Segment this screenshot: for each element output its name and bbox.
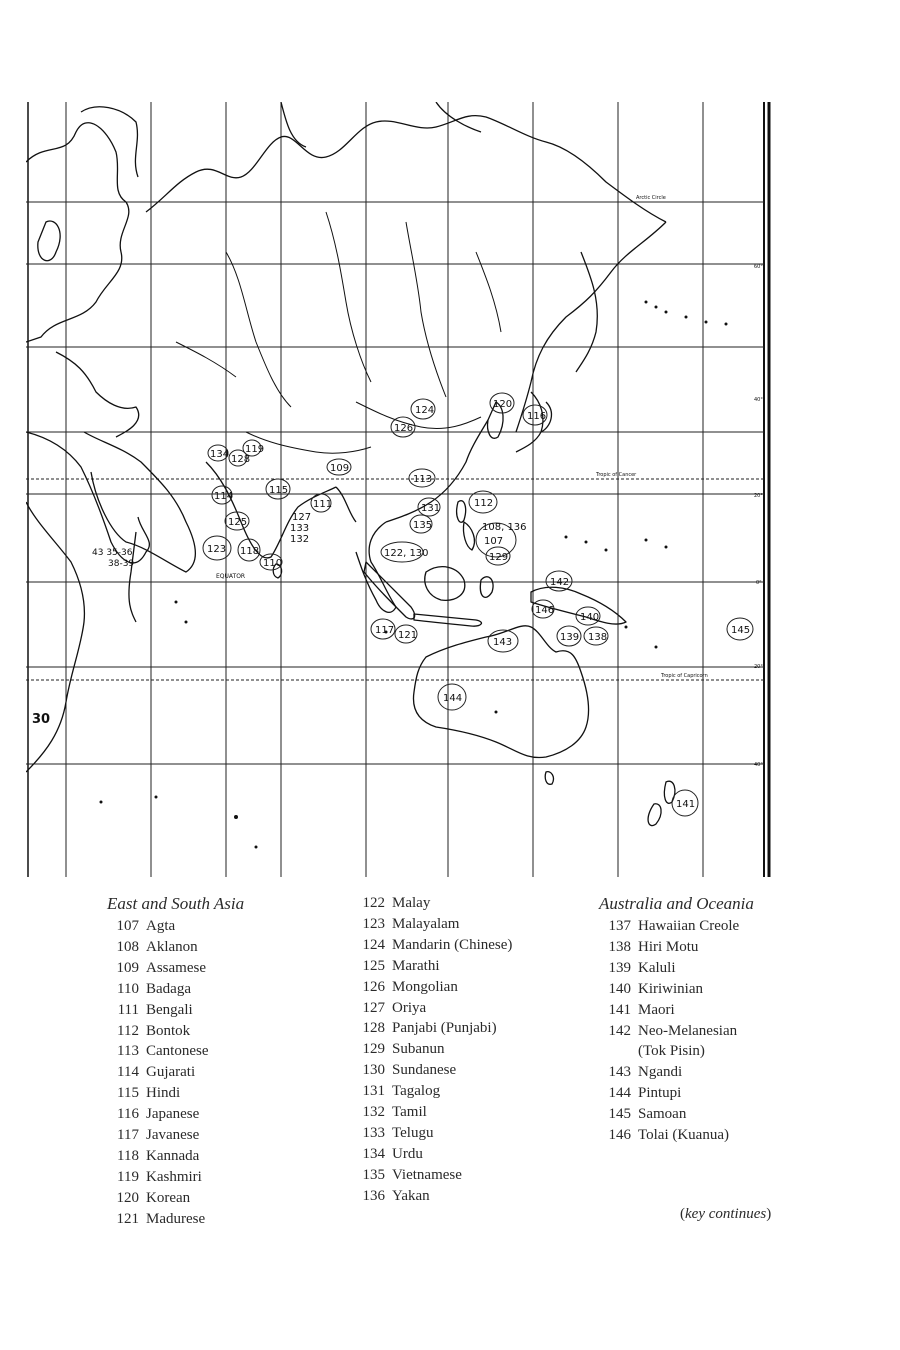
svg-text:117: 117 [375, 625, 395, 636]
key-item-131 [353, 1081, 512, 1102]
key-item-number: 118 [117, 1147, 139, 1164]
key-item-number: 146 [608, 1127, 631, 1144]
key-item-number: 108 [116, 938, 139, 955]
svg-text:127: 127 [292, 512, 312, 523]
svg-text:134: 134 [210, 449, 230, 460]
svg-text:142: 142 [550, 577, 570, 588]
marker-114 [212, 486, 233, 504]
svg-text:140: 140 [580, 612, 600, 623]
svg-text:113: 113 [413, 474, 433, 485]
key-item-107 [107, 916, 244, 937]
marker-126 [391, 417, 415, 437]
key-item-language: Kashmiri [146, 1168, 202, 1185]
lat-60-label: 60° [754, 264, 763, 270]
key-item-language: Neo-Melanesian [638, 1022, 738, 1039]
marker-123 [203, 536, 231, 560]
key-item-number: 122 [362, 895, 385, 911]
key-list [353, 893, 512, 1207]
key-item-language: Hindi [146, 1085, 181, 1102]
svg-text:129: 129 [489, 552, 509, 563]
marker-43-35-36 [92, 548, 133, 558]
key-item-number: 136 [362, 1187, 385, 1204]
svg-text:112: 112 [474, 498, 494, 509]
key-item-number: 114 [117, 1064, 139, 1081]
key-item-118 [107, 1146, 244, 1167]
key-item-number: 116 [117, 1106, 139, 1123]
svg-text:119: 119 [245, 444, 265, 455]
key-item-number: 109 [116, 959, 139, 976]
svg-text:144: 144 [443, 693, 463, 704]
key-item-language: Tagalog [392, 1083, 441, 1100]
marker-116 [523, 405, 547, 425]
svg-text:108, 136: 108, 136 [482, 522, 527, 533]
key-item-number: 131 [362, 1083, 385, 1100]
svg-text:124: 124 [415, 405, 435, 416]
marker-124 [411, 399, 435, 419]
marker-131 [418, 498, 440, 516]
key-item-130 [353, 1060, 512, 1081]
svg-text:141: 141 [676, 799, 696, 810]
svg-text:121: 121 [398, 630, 418, 641]
marker-143 [488, 630, 518, 652]
key-item-123 [353, 914, 512, 935]
svg-text:115: 115 [269, 485, 289, 496]
svg-text:135: 135 [413, 520, 433, 531]
svg-text:107: 107 [484, 536, 504, 547]
lat-20s-label: 20° [754, 664, 763, 670]
key-item-120 [107, 1188, 244, 1209]
key-item-language: Hiri Motu [638, 938, 699, 955]
key-item-number: 119 [117, 1168, 139, 1185]
key-item-language: Malay [392, 895, 431, 911]
language-markers [32, 393, 753, 816]
key-item-number: 142 [608, 1022, 631, 1039]
marker-117 [371, 619, 395, 639]
key-item-language: Maori [638, 1001, 675, 1018]
svg-text:143: 143 [493, 637, 513, 648]
graticule-labels [216, 195, 763, 768]
key-item-141 [599, 1000, 754, 1021]
islands [100, 301, 728, 849]
key-item-113 [107, 1041, 244, 1062]
key-item-124 [353, 935, 512, 956]
key-item-language: Bontok [146, 1022, 191, 1039]
key-item-language: Badaga [146, 980, 191, 997]
key-column-2 [353, 893, 512, 1207]
key-item-129 [353, 1039, 512, 1060]
svg-text:122, 130: 122, 130 [384, 548, 429, 559]
key-item-126 [353, 977, 512, 998]
key-item-number: 107 [116, 918, 139, 934]
lat-40s-label: 40° [754, 762, 763, 768]
key-item-number: 134 [362, 1145, 385, 1162]
key-item-language: Panjabi (Punjabi) [392, 1020, 497, 1037]
key-item-number: 145 [608, 1106, 631, 1123]
key-item-109 [107, 958, 244, 979]
key-item-number: 125 [362, 957, 385, 974]
key-item-number: 144 [608, 1085, 631, 1102]
svg-text:132: 132 [290, 534, 310, 545]
key-item-145 [599, 1104, 754, 1125]
key-item-number: 130 [362, 1062, 385, 1079]
key-item-number: 132 [362, 1104, 385, 1121]
key-item-language: Kiriwinian [638, 980, 703, 997]
key-item-142 [599, 1021, 754, 1042]
svg-text:109: 109 [330, 463, 350, 474]
marker-141 [672, 790, 698, 816]
marker-133 [290, 523, 309, 534]
marker-132 [290, 534, 309, 545]
key-item-language: Cantonese [146, 1043, 209, 1060]
key-australia-oceania [599, 893, 754, 1146]
marker-118 [238, 539, 260, 561]
tropic-cancer-label: Tropic of Cancer [596, 472, 637, 478]
key-item-language: Oriya [392, 999, 427, 1016]
lat-20-label: 20° [754, 493, 763, 499]
key-item-135 [353, 1165, 512, 1186]
lat-40-label: 40° [754, 397, 763, 403]
svg-text:139: 139 [560, 632, 580, 643]
key-item-110 [107, 979, 244, 1000]
svg-text:116: 116 [527, 411, 547, 422]
key-item-number: 140 [608, 980, 631, 997]
key-item-134 [353, 1144, 512, 1165]
marker-108-136 [482, 522, 527, 533]
key-item-140 [599, 979, 754, 1000]
key-item-number: 135 [362, 1166, 385, 1183]
key-item-language: Urdu [392, 1145, 423, 1162]
key-item-number: 117 [117, 1127, 139, 1144]
marker-111 [311, 494, 332, 512]
key-item-language: Tolai (Kuanua) [638, 1127, 729, 1144]
key-item-number: 111 [117, 1001, 139, 1018]
key-item-128 [353, 1018, 512, 1039]
svg-text:126: 126 [394, 423, 414, 434]
svg-text:125: 125 [228, 517, 248, 528]
key-item-133 [353, 1123, 512, 1144]
svg-text:133: 133 [290, 523, 310, 534]
marker-122-130 [381, 542, 429, 562]
key-item-language: Kaluli [638, 959, 676, 976]
key-item-108 [107, 937, 244, 958]
tropic-capricorn-label: Tropic of Capricorn [661, 673, 708, 679]
key-item-125 [353, 956, 512, 977]
svg-text:38-39: 38-39 [108, 559, 135, 569]
key-item-number: 138 [608, 938, 631, 955]
key-item-language: Mongolian [392, 978, 458, 995]
key-item-language: Marathi [392, 957, 440, 974]
svg-text:128: 128 [231, 454, 251, 465]
key-item-number: 137 [608, 918, 631, 934]
key-item-number: 126 [362, 978, 385, 995]
svg-text:145: 145 [731, 625, 751, 636]
key-item-number: 133 [362, 1124, 385, 1141]
marker-113 [409, 469, 435, 487]
key-item-122 [353, 893, 512, 914]
key-item-language: Pintupi [638, 1085, 682, 1102]
key-item-language: Korean [146, 1189, 191, 1206]
key-item-language: Ngandi [638, 1064, 683, 1081]
marker-30 [32, 712, 50, 727]
key-item-language: Yakan [392, 1187, 430, 1204]
key-item-language: Sundanese [392, 1062, 457, 1079]
marker-140 [576, 607, 600, 625]
key-item-116 [107, 1104, 244, 1125]
key-item-132 [353, 1102, 512, 1123]
svg-text:118: 118 [240, 546, 260, 557]
key-item-number: 113 [117, 1043, 139, 1060]
marker-139 [557, 626, 581, 646]
key-item-114 [107, 1062, 244, 1083]
arctic-circle-label: Arctic Circle [636, 195, 666, 201]
marker-146 [532, 600, 554, 618]
key-item-language: Japanese [146, 1106, 200, 1123]
marker-109 [327, 459, 351, 475]
svg-text:123: 123 [207, 544, 227, 555]
key-item-language: Mandarin (Chinese) [392, 936, 513, 953]
key-item-144 [599, 1083, 754, 1104]
key-item-number: 123 [362, 915, 385, 932]
svg-text:114: 114 [214, 491, 234, 502]
key-item-121 [107, 1209, 244, 1230]
svg-text:110: 110 [263, 558, 283, 569]
key-item-number: 120 [116, 1189, 139, 1206]
svg-text:146: 146 [535, 605, 555, 616]
key-item-115 [107, 1083, 244, 1104]
svg-text:111: 111 [313, 499, 333, 510]
key-item-number: 112 [117, 1022, 139, 1039]
key-item-127 [353, 998, 512, 1019]
marker-138 [584, 627, 608, 645]
marker-115 [266, 479, 290, 499]
key-list [107, 916, 244, 1230]
key-item-142-line2: (Tok Pisin) [638, 1043, 705, 1060]
svg-text:30: 30 [32, 712, 51, 727]
key-item-language: Madurese [146, 1210, 206, 1227]
key-item-language: Vietnamese [392, 1166, 462, 1183]
svg-text:120: 120 [493, 399, 513, 410]
key-list [599, 916, 754, 1146]
key-item-number: 127 [362, 999, 385, 1016]
key-continues-note: (key continues) [680, 1206, 772, 1222]
key-item-119 [107, 1167, 244, 1188]
key-item-number: 143 [608, 1064, 631, 1081]
language-map [26, 102, 774, 877]
key-item-number: 129 [362, 1041, 385, 1058]
key-item-112 [107, 1021, 244, 1042]
key-item-language: Gujarati [146, 1064, 196, 1081]
svg-text:131: 131 [421, 503, 441, 514]
graticule [26, 102, 764, 877]
key-item-language: Subanun [392, 1041, 445, 1058]
key-item-language: Agta [146, 918, 176, 934]
key-item-language: Samoan [638, 1106, 687, 1123]
key-item-117 [107, 1125, 244, 1146]
marker-135 [410, 515, 432, 533]
key-item-language: Telugu [392, 1124, 434, 1141]
marker-38-39 [108, 559, 134, 569]
key-item-number: 115 [117, 1085, 139, 1102]
key-item-number: 110 [117, 980, 139, 997]
key-item-language: Malayalam [392, 915, 460, 932]
key-item-language: Assamese [146, 959, 206, 976]
key-item-139 [599, 958, 754, 979]
key-item-number: 141 [608, 1001, 631, 1018]
marker-129 [486, 547, 510, 565]
key-item-language: Javanese [146, 1127, 200, 1144]
key-item-138 [599, 937, 754, 958]
key-heading-australia-oceania: Australia and Oceania [599, 894, 754, 913]
key-east-south-asia [107, 893, 244, 1230]
key-item-language: Aklanon [146, 938, 198, 955]
marker-121 [395, 625, 417, 643]
svg-text:43 35-36: 43 35-36 [92, 548, 133, 558]
key-item-111 [107, 1000, 244, 1021]
marker-127 [292, 512, 311, 523]
svg-text:138: 138 [588, 632, 608, 643]
key-heading-east-south-asia: East and South Asia [107, 894, 245, 913]
key-item-number: 121 [116, 1210, 139, 1227]
key-item-language: Kannada [146, 1147, 200, 1164]
key-item-number: 139 [608, 959, 631, 976]
key-item-146 [599, 1125, 754, 1146]
lat-0-label: 0° [756, 580, 762, 586]
key-item-language: Bengali [146, 1001, 193, 1018]
key-item-language: Tamil [392, 1104, 427, 1121]
marker-144 [438, 684, 466, 710]
key-item-language: Hawaiian Creole [638, 918, 740, 934]
key-item-143 [599, 1062, 754, 1083]
equator-label: EQUATOR [216, 573, 246, 580]
key-item-136 [353, 1186, 512, 1207]
key-item-137 [599, 916, 754, 937]
marker-145 [727, 618, 753, 640]
key-item-number: 128 [362, 1020, 385, 1037]
marker-125 [225, 512, 249, 530]
key-item-number: 124 [362, 936, 385, 953]
